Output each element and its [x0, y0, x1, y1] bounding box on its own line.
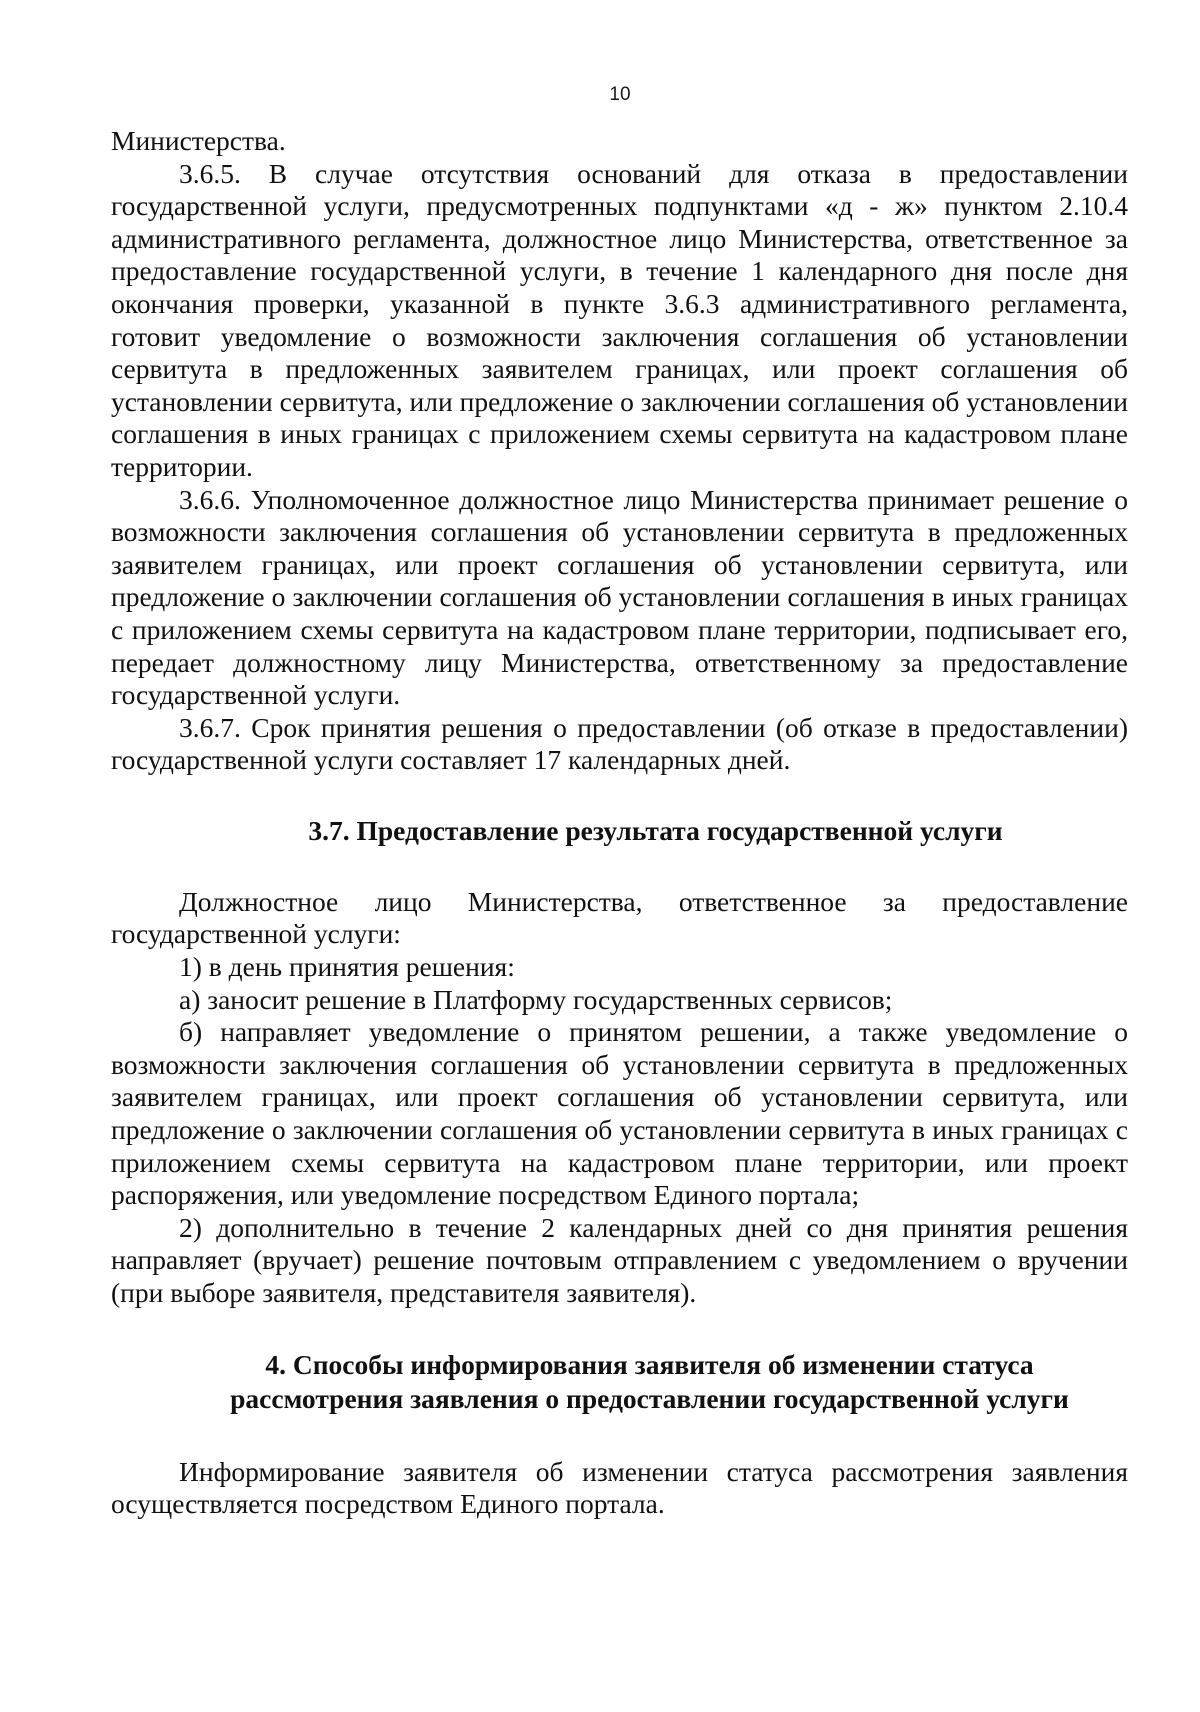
section-4-heading [111, 1348, 1128, 1416]
section-4-heading-line-1: 4. Способы информирования заявителя об изменении статуса [265, 1348, 1034, 1380]
section-4-heading-line-2: рассмотрения заявления о предоставлении государственной услуги [230, 1382, 1069, 1414]
continuation-text: Министерства. [111, 125, 286, 156]
section-3-7-item-a: а) заносит решение в Платформу государственных сервисов; [179, 983, 893, 1015]
section-3-7-item-b: б) направляет уведомление о принятом решении, а также уведомление о возможности заключения соглашения об установлении сервитута в предложенных заявителем границах, или проект соглашения об установлении сервитута, или предложение о заключении соглашения об установлении сервитута в иных границах с приложением схемы сервитута на кадастровом плане территории, или проект распоряжения, или уведомление посредством Единого портала; [111, 1016, 1128, 1211]
section-3-7-item-2: 2) дополнительно в течение 2 календарных дней со дня принятия решения направляет (вручает) решение почтовым отправлением с уведомлением о вручении (при выборе заявителя, представителя заявителя). [111, 1211, 1128, 1308]
paragraph-3-6-6: 3.6.6. Уполномоченное должностное лицо Министерства принимает решение о возможности заключения соглашения об установлении сервитута в предложенных заявителем границах, или проект соглашения об установлении сервитута, или предложение о заключении соглашения об установлении соглашения в иных границах с приложением схемы сервитута на кадастровом плане территории, подписывает его, передает должностному лицу Министерства, ответственному за предоставление государственной услуги. [111, 483, 1128, 711]
paragraph-3-6-5: 3.6.5. В случае отсутствия оснований для отказа в предоставлении государственной услуги, предусмотренных подпунктами «д - ж» пунктом 2.10.4 административного регламента, должностное лицо Министерства, ответственное за предоставление государственной услуги, в течение 1 календарного дня после дня окончания проверки, указанной в пункте 3.6.3 административного регламента, готовит уведомление о возможности заключения соглашения об установлении сервитута в предложенных заявителем границах, или проект соглашения об установлении сервитута, или предложение о заключении соглашения об установлении соглашения в иных границах с приложением схемы сервитута на кадастровом плане территории. [111, 157, 1128, 482]
section-3-7-heading: 3.7. Предоставление результата государственной услуги [308, 814, 1003, 846]
document-body [111, 125, 1128, 1521]
section-4-body: Информирование заявителя об изменении статуса рассмотрения заявления осуществляется посредством Единого портала. [111, 1455, 1128, 1520]
paragraph-3-6-7: 3.6.7. Срок принятия решения о предоставлении (об отказе в предоставлении) государственной услуги составляет 17 календарных дней. [111, 711, 1128, 776]
section-3-7-item-1: 1) в день принятия решения: [179, 951, 515, 983]
section-3-7-intro: Должностное лицо Министерства, ответственное за предоставление государственной услуги: [111, 885, 1128, 950]
page-number: 10 [609, 84, 631, 105]
